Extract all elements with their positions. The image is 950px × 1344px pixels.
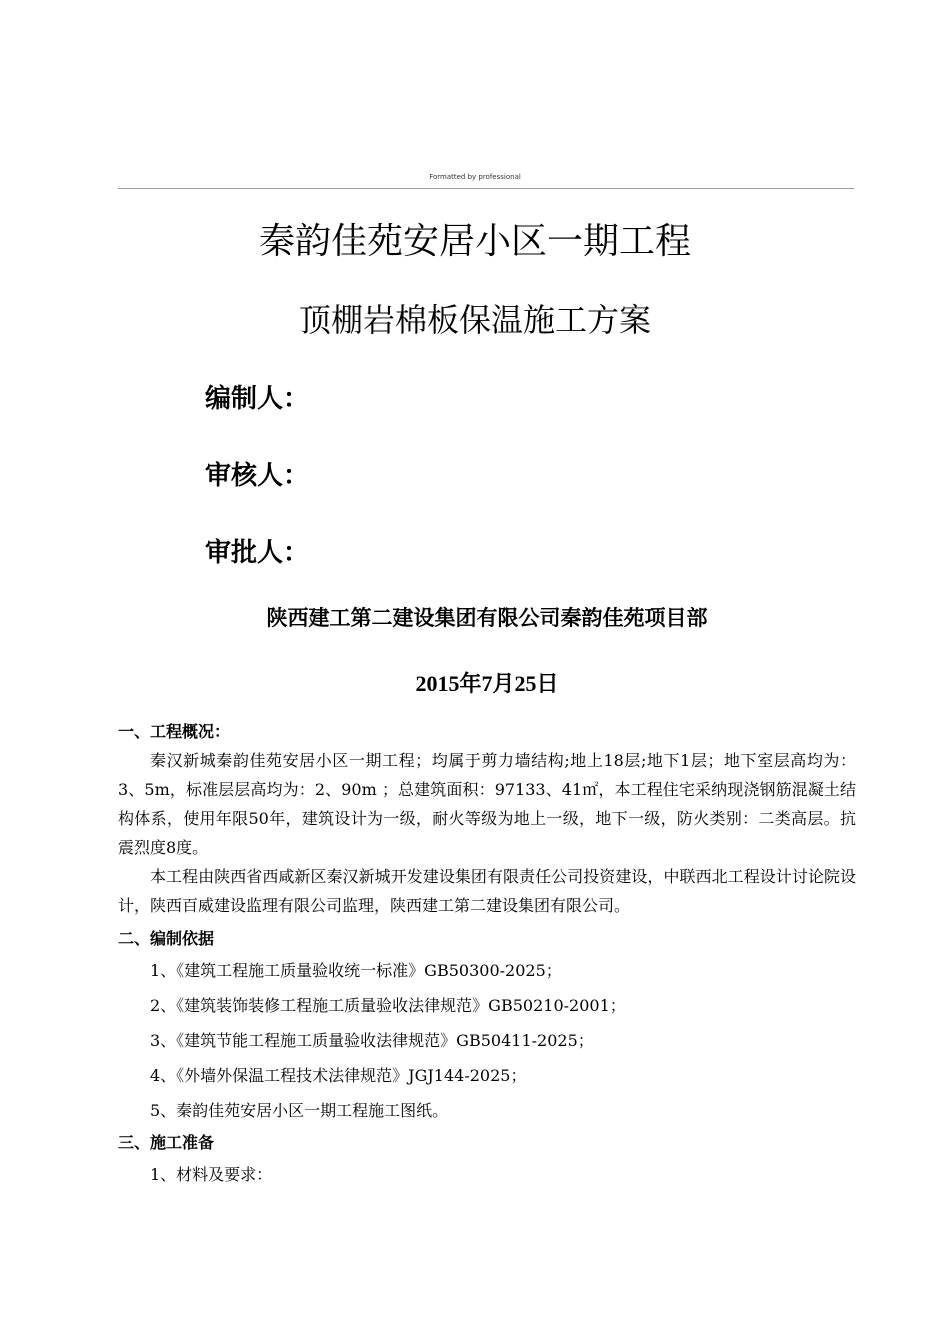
document-body [118, 717, 856, 1192]
basis-item: 2、《建筑装饰装修工程施工质量验收法律规范》GB50210-2001； [150, 996, 626, 1015]
section-heading-basis: 二、编制依据 [118, 929, 215, 948]
document-date: 2015年7月25日 [415, 671, 559, 696]
overview-paragraph-2: 本工程由陕西省西咸新区秦汉新城开发建设集团有限责任公司投资建设，中联西北工程设计讨论院设计，陕西百威建设监理有限公司监理，陕西建工第二建设集团有限公司。 [118, 867, 856, 915]
section-heading-prep: 三、施工准备 [118, 1133, 215, 1152]
document-subtitle: 顶棚岩棉板保温施工方案 [298, 301, 651, 339]
basis-item: 5、秦韵佳苑安居小区一期工程施工图纸。 [150, 1101, 449, 1120]
basis-item: 1、《建筑工程施工质量验收统一标准》GB50300-2025； [150, 961, 562, 980]
basis-item: 3、《建筑节能工程施工质量验收法律规范》GB50411-2025； [150, 1031, 594, 1050]
prep-item: 1、材料及要求： [150, 1165, 273, 1184]
compiler-label: 编制人： [205, 384, 310, 414]
document-title: 秦韵佳苑安居小区一期工程 [258, 221, 691, 262]
basis-item: 4、《外墙外保温工程技术法律规范》JGJ144-2025； [150, 1066, 527, 1085]
section-heading-overview: 一、工程概况： [118, 722, 231, 741]
approver-label: 审批人： [205, 538, 310, 568]
header-mark: Formatted by professional [429, 173, 521, 181]
header-divider [118, 188, 854, 189]
reviewer-label: 审核人： [205, 461, 310, 491]
overview-paragraph-1: 秦汉新城秦韵佳苑安居小区一期工程；均属于剪力墙结构;地上18层;地下1层；地下室层高均为：3、5m，标准层层高均为：2、90m ；总建筑面积：97133、41㎡，本工程住宅采纳现浇钢筋混凝土结构体系，使用年限50年，建筑设计为一级，耐火等级为地上一级，地下一级，防火类别：二类高层。抗震烈度8度。 [118, 751, 856, 857]
company-name: 陕西建工第二建设集团有限公司秦韵佳苑项目部 [266, 606, 708, 630]
